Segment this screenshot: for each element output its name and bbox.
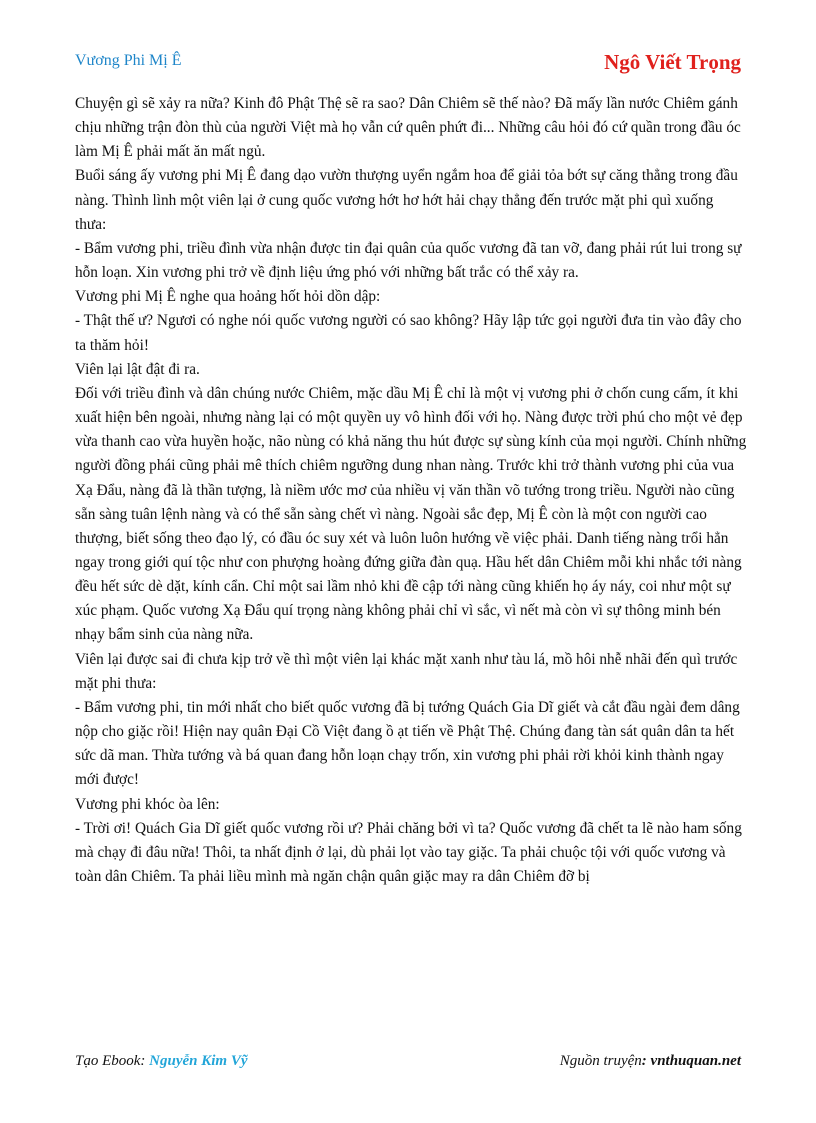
ebook-label: Tạo Ebook: [75, 1053, 141, 1069]
page-footer: [75, 1053, 741, 1075]
paragraph: Buổi sáng ấy vương phi Mị Ê đang dạo vườn thượng uyển ngắm hoa để giải tỏa bớt sự căng thẳng trong đầu nàng. Thình lình một viên lại ở cung quốc vương hớt hơ hớt hải chạy thẳng đến trước mặt phi quì xuống thưa:: [75, 167, 738, 233]
author-name: Ngô Viết Trọng: [604, 50, 741, 74]
ebook-separator: :: [140, 1053, 150, 1069]
body-text: [75, 92, 747, 889]
paragraph: Viên lại lật đật đi ra.: [75, 360, 200, 378]
paragraph: - Bẩm vương phi, triều đình vừa nhận được tin đại quân của quốc vương đã tan vỡ, đang phải rút lui trong sự hỗn loạn. Xin vương phi trở về định liệu ứng phó với những bất trắc có thể xảy ra.: [75, 239, 742, 282]
paragraph: - Bẩm vương phi, tin mới nhất cho biết quốc vương đã bị tướng Quách Gia Dĩ giết và cắt đầu ngài đem dâng nộp cho giặc rồi! Hiện nay quân Đại Cồ Việt đang ồ ạt tiến về Phật Thệ. Chúng đang tàn sát quân dân ta hết sức dã man. Thừa tướng và bá quan đang hỗn loạn chạy trốn, xin vương phi phải rời khỏi kinh thành ngay mới được!: [75, 698, 740, 789]
paragraph: Chuyện gì sẽ xảy ra nữa? Kinh đô Phật Thệ sẽ ra sao? Dân Chiêm sẽ thế nào? Đã mấy lần nước Chiêm gánh chịu những trận đòn thù của người Việt mà họ vẫn cứ quên phứt đi... Những câu hỏi đó cứ quần trong đầu óc làm Mị Ê phải mất ăn mất ngủ.: [75, 95, 741, 161]
ebook-credit: [75, 1053, 248, 1070]
source-label: Nguồn truyện: [559, 1053, 642, 1069]
ebook-creator-name: Nguyễn Kim Vỹ: [149, 1053, 248, 1069]
paragraph: - Thật thế ư? Ngươi có nghe nói quốc vương người có sao không? Hãy lập tức gọi người đưa tin vào đây cho ta thăm hỏi!: [75, 312, 742, 354]
page-header: [75, 50, 741, 76]
book-title: Vương Phi Mị Ê: [75, 52, 182, 69]
paragraph: Đối với triều đình và dân chúng nước Chiêm, mặc dầu Mị Ê chỉ là một vị vương phi ở chốn cung cấm, ít khi xuất hiện bên ngoài, nhưng nàng lại có một quyền uy vô hình đối với họ. Nàng được trời phú cho một vẻ đẹp vừa thanh cao vừa huyền hoặc, não nùng có khả năng thu hút được sự sùng kính của mọi người. Chính những người đồng phái cũng phải mê thích chiêm ngưỡng dung nhan nàng. Trước khi trở thành vương phi của vua Xạ Đẩu, nàng đã là thần tượng, là niềm ước mơ của nhiều vị văn thần võ tướng trong triều. Người nào cũng sẵn sàng tuân lệnh nàng và có thể sẵn sàng chết vì nàng. Ngoài sắc đẹp, Mị Ê còn là một con người cao thượng, biết sống theo đạo lý, có đầu óc suy xét và luôn luôn hướng về việc phải. Danh tiếng nàng trổi hẳn ngay trong giới quí tộc như con phượng hoàng đứng giữa đàn quạ. Hầu hết dân Chiêm mỗi khi nhắc tới nàng đều hết sức dè dặt, kính cẩn. Chỉ một sai lầm nhỏ khi đề cập tới nàng cũng khiến họ áy náy, coi như một sự xúc phạm. Quốc vương Xạ Đẩu quí trọng nàng không phải chỉ vì sắc, vì nết mà còn vì sự thông minh bén nhạy bẩm sinh của nàng nữa.: [75, 384, 747, 644]
source-credit: [560, 1053, 741, 1070]
paragraph: Vương phi Mị Ê nghe qua hoảng hốt hỏi dồn dập:: [75, 288, 381, 306]
paragraph: - Trời ơi! Quách Gia Dĩ giết quốc vương rồi ư? Phải chăng bởi vì ta? Quốc vương đã chết ta lẽ nào ham sống mà chạy đi đâu nữa! Thôi, ta nhất định ở lại, dù phải lọt vào tay giặc. Ta phải chuộc tội với quốc vương và toàn dân Chiêm. Ta phải liều mình mà ngăn chận quân giặc may ra dân Chiêm đỡ bị: [75, 819, 742, 885]
paragraph: Vương phi khóc òa lên:: [75, 795, 220, 813]
source-separator: :: [641, 1053, 651, 1069]
source-website: vnthuquan.net: [650, 1053, 741, 1069]
paragraph: Viên lại được sai đi chưa kịp trở về thì một viên lại khác mặt xanh như tàu lá, mồ hôi nhễ nhãi đến quì trước mặt phi thưa:: [75, 650, 738, 692]
